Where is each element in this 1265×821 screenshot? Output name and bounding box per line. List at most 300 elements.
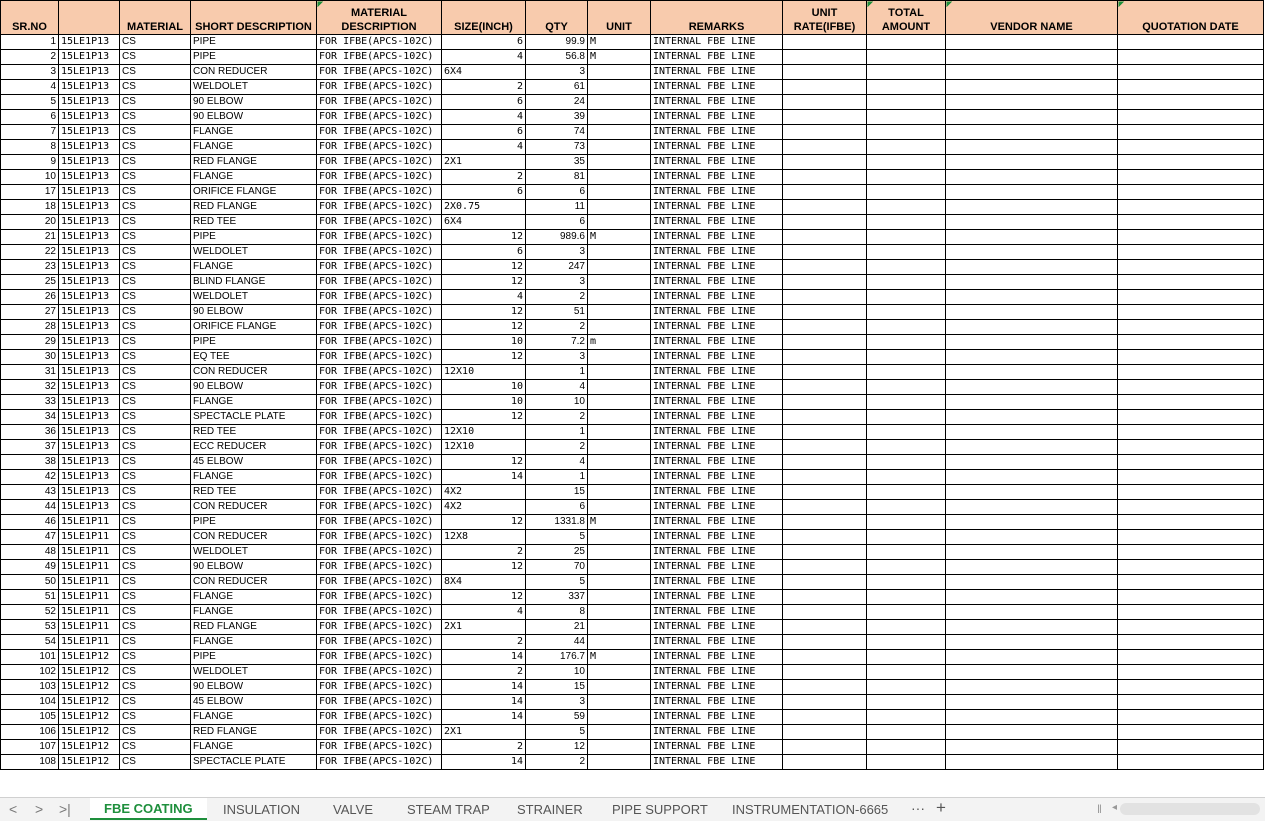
size-cell[interactable]: 4: [442, 50, 526, 65]
material-description-cell[interactable]: FOR IFBE(APCS-102C): [317, 740, 442, 755]
line-no-cell[interactable]: 15LE1P13: [59, 440, 120, 455]
header-unit-rate[interactable]: UNIT RATE(IFBE): [783, 1, 867, 35]
line-no-cell[interactable]: 15LE1P13: [59, 335, 120, 350]
unit-rate-cell[interactable]: [783, 395, 867, 410]
remarks-cell[interactable]: INTERNAL FBE LINE: [651, 245, 783, 260]
total-amount-cell[interactable]: [867, 350, 946, 365]
total-amount-cell[interactable]: [867, 155, 946, 170]
split-handle-icon[interactable]: ‖: [1097, 802, 1102, 816]
header-material[interactable]: MATERIAL: [120, 1, 191, 35]
unit-rate-cell[interactable]: [783, 350, 867, 365]
total-amount-cell[interactable]: [867, 200, 946, 215]
total-amount-cell[interactable]: [867, 425, 946, 440]
sr-no-cell[interactable]: 2: [1, 50, 59, 65]
quotation-date-cell[interactable]: [1118, 275, 1264, 290]
size-cell[interactable]: 12X10: [442, 365, 526, 380]
material-description-cell[interactable]: FOR IFBE(APCS-102C): [317, 305, 442, 320]
line-no-cell[interactable]: 15LE1P13: [59, 395, 120, 410]
header-remarks[interactable]: REMARKS: [651, 1, 783, 35]
quotation-date-cell[interactable]: [1118, 530, 1264, 545]
quotation-date-cell[interactable]: [1118, 575, 1264, 590]
size-cell[interactable]: 4: [442, 605, 526, 620]
unit-cell[interactable]: [588, 605, 651, 620]
unit-rate-cell[interactable]: [783, 140, 867, 155]
qty-cell[interactable]: 61: [526, 80, 588, 95]
unit-rate-cell[interactable]: [783, 650, 867, 665]
short-description-cell[interactable]: 90 ELBOW: [191, 380, 317, 395]
size-cell[interactable]: 14: [442, 695, 526, 710]
unit-rate-cell[interactable]: [783, 635, 867, 650]
short-description-cell[interactable]: FLANGE: [191, 740, 317, 755]
unit-rate-cell[interactable]: [783, 575, 867, 590]
sr-no-cell[interactable]: 37: [1, 440, 59, 455]
total-amount-cell[interactable]: [867, 410, 946, 425]
qty-cell[interactable]: 6: [526, 215, 588, 230]
size-cell[interactable]: 10: [442, 335, 526, 350]
size-cell[interactable]: 12X8: [442, 530, 526, 545]
quotation-date-cell[interactable]: [1118, 470, 1264, 485]
total-amount-cell[interactable]: [867, 545, 946, 560]
material-cell[interactable]: CS: [120, 605, 191, 620]
total-amount-cell[interactable]: [867, 560, 946, 575]
sr-no-cell[interactable]: 10: [1, 170, 59, 185]
short-description-cell[interactable]: WELDOLET: [191, 545, 317, 560]
sr-no-cell[interactable]: 105: [1, 710, 59, 725]
material-description-cell[interactable]: FOR IFBE(APCS-102C): [317, 725, 442, 740]
remarks-cell[interactable]: INTERNAL FBE LINE: [651, 275, 783, 290]
size-cell[interactable]: 6: [442, 35, 526, 50]
remarks-cell[interactable]: INTERNAL FBE LINE: [651, 740, 783, 755]
short-description-cell[interactable]: CON REDUCER: [191, 500, 317, 515]
unit-cell[interactable]: m: [588, 335, 651, 350]
total-amount-cell[interactable]: [867, 575, 946, 590]
header-size[interactable]: SIZE(INCH): [442, 1, 526, 35]
short-description-cell[interactable]: PIPE: [191, 515, 317, 530]
quotation-date-cell[interactable]: [1118, 125, 1264, 140]
short-description-cell[interactable]: RED FLANGE: [191, 620, 317, 635]
quotation-date-cell[interactable]: [1118, 680, 1264, 695]
unit-rate-cell[interactable]: [783, 200, 867, 215]
header-qty[interactable]: QTY: [526, 1, 588, 35]
remarks-cell[interactable]: INTERNAL FBE LINE: [651, 50, 783, 65]
material-description-cell[interactable]: FOR IFBE(APCS-102C): [317, 215, 442, 230]
quotation-date-cell[interactable]: [1118, 200, 1264, 215]
quotation-date-cell[interactable]: [1118, 140, 1264, 155]
sr-no-cell[interactable]: 21: [1, 230, 59, 245]
line-no-cell[interactable]: 15LE1P13: [59, 155, 120, 170]
size-cell[interactable]: 6: [442, 95, 526, 110]
size-cell[interactable]: 2: [442, 665, 526, 680]
total-amount-cell[interactable]: [867, 530, 946, 545]
qty-cell[interactable]: 2: [526, 440, 588, 455]
short-description-cell[interactable]: RED TEE: [191, 485, 317, 500]
total-amount-cell[interactable]: [867, 140, 946, 155]
quotation-date-cell[interactable]: [1118, 425, 1264, 440]
vendor-name-cell[interactable]: [946, 620, 1118, 635]
vendor-name-cell[interactable]: [946, 185, 1118, 200]
unit-cell[interactable]: [588, 710, 651, 725]
qty-cell[interactable]: 337: [526, 590, 588, 605]
line-no-cell[interactable]: 15LE1P12: [59, 755, 120, 770]
line-no-cell[interactable]: 15LE1P11: [59, 590, 120, 605]
line-no-cell[interactable]: 15LE1P13: [59, 200, 120, 215]
unit-cell[interactable]: [588, 695, 651, 710]
unit-cell[interactable]: [588, 260, 651, 275]
unit-cell[interactable]: [588, 110, 651, 125]
qty-cell[interactable]: 2: [526, 290, 588, 305]
qty-cell[interactable]: 59: [526, 710, 588, 725]
qty-cell[interactable]: 5: [526, 575, 588, 590]
material-description-cell[interactable]: FOR IFBE(APCS-102C): [317, 665, 442, 680]
sr-no-cell[interactable]: 4: [1, 80, 59, 95]
qty-cell[interactable]: 989.6: [526, 230, 588, 245]
header-quotation-date[interactable]: QUOTATION DATE: [1118, 1, 1264, 35]
total-amount-cell[interactable]: [867, 665, 946, 680]
material-cell[interactable]: CS: [120, 50, 191, 65]
line-no-cell[interactable]: 15LE1P13: [59, 170, 120, 185]
line-no-cell[interactable]: 15LE1P12: [59, 680, 120, 695]
material-description-cell[interactable]: FOR IFBE(APCS-102C): [317, 365, 442, 380]
line-no-cell[interactable]: 15LE1P13: [59, 320, 120, 335]
material-cell[interactable]: CS: [120, 335, 191, 350]
vendor-name-cell[interactable]: [946, 140, 1118, 155]
size-cell[interactable]: 10: [442, 395, 526, 410]
skip-to-last-icon[interactable]: >|: [59, 801, 71, 817]
vendor-name-cell[interactable]: [946, 500, 1118, 515]
vendor-name-cell[interactable]: [946, 755, 1118, 770]
vendor-name-cell[interactable]: [946, 530, 1118, 545]
line-no-cell[interactable]: 15LE1P13: [59, 80, 120, 95]
unit-cell[interactable]: [588, 665, 651, 680]
line-no-cell[interactable]: 15LE1P13: [59, 185, 120, 200]
material-description-cell[interactable]: FOR IFBE(APCS-102C): [317, 320, 442, 335]
unit-rate-cell[interactable]: [783, 50, 867, 65]
quotation-date-cell[interactable]: [1118, 305, 1264, 320]
material-description-cell[interactable]: FOR IFBE(APCS-102C): [317, 230, 442, 245]
qty-cell[interactable]: 3: [526, 65, 588, 80]
material-description-cell[interactable]: FOR IFBE(APCS-102C): [317, 80, 442, 95]
size-cell[interactable]: 12: [442, 275, 526, 290]
size-cell[interactable]: 2X1: [442, 725, 526, 740]
material-description-cell[interactable]: FOR IFBE(APCS-102C): [317, 500, 442, 515]
unit-rate-cell[interactable]: [783, 410, 867, 425]
size-cell[interactable]: 2: [442, 80, 526, 95]
qty-cell[interactable]: 12: [526, 740, 588, 755]
short-description-cell[interactable]: 90 ELBOW: [191, 560, 317, 575]
vendor-name-cell[interactable]: [946, 650, 1118, 665]
quotation-date-cell[interactable]: [1118, 725, 1264, 740]
unit-cell[interactable]: [588, 65, 651, 80]
vendor-name-cell[interactable]: [946, 425, 1118, 440]
total-amount-cell[interactable]: [867, 35, 946, 50]
remarks-cell[interactable]: INTERNAL FBE LINE: [651, 725, 783, 740]
vendor-name-cell[interactable]: [946, 260, 1118, 275]
vendor-name-cell[interactable]: [946, 515, 1118, 530]
material-description-cell[interactable]: FOR IFBE(APCS-102C): [317, 335, 442, 350]
line-no-cell[interactable]: 15LE1P11: [59, 575, 120, 590]
size-cell[interactable]: 14: [442, 470, 526, 485]
quotation-date-cell[interactable]: [1118, 440, 1264, 455]
unit-cell[interactable]: M: [588, 230, 651, 245]
material-description-cell[interactable]: FOR IFBE(APCS-102C): [317, 620, 442, 635]
unit-rate-cell[interactable]: [783, 545, 867, 560]
qty-cell[interactable]: 1331.8: [526, 515, 588, 530]
size-cell[interactable]: 12: [442, 260, 526, 275]
size-cell[interactable]: 12: [442, 350, 526, 365]
quotation-date-cell[interactable]: [1118, 320, 1264, 335]
total-amount-cell[interactable]: [867, 230, 946, 245]
unit-cell[interactable]: [588, 305, 651, 320]
unit-rate-cell[interactable]: [783, 560, 867, 575]
short-description-cell[interactable]: FLANGE: [191, 635, 317, 650]
quotation-date-cell[interactable]: [1118, 620, 1264, 635]
short-description-cell[interactable]: FLANGE: [191, 125, 317, 140]
qty-cell[interactable]: 11: [526, 200, 588, 215]
quotation-date-cell[interactable]: [1118, 185, 1264, 200]
sr-no-cell[interactable]: 106: [1, 725, 59, 740]
material-description-cell[interactable]: FOR IFBE(APCS-102C): [317, 515, 442, 530]
short-description-cell[interactable]: ORIFICE FLANGE: [191, 320, 317, 335]
header-line-no[interactable]: [59, 1, 120, 35]
vendor-name-cell[interactable]: [946, 50, 1118, 65]
quotation-date-cell[interactable]: [1118, 95, 1264, 110]
size-cell[interactable]: 4: [442, 290, 526, 305]
line-no-cell[interactable]: 15LE1P12: [59, 740, 120, 755]
short-description-cell[interactable]: RED FLANGE: [191, 725, 317, 740]
remarks-cell[interactable]: INTERNAL FBE LINE: [651, 230, 783, 245]
total-amount-cell[interactable]: [867, 680, 946, 695]
unit-rate-cell[interactable]: [783, 290, 867, 305]
vendor-name-cell[interactable]: [946, 725, 1118, 740]
size-cell[interactable]: 4X2: [442, 500, 526, 515]
material-description-cell[interactable]: FOR IFBE(APCS-102C): [317, 245, 442, 260]
line-no-cell[interactable]: 15LE1P13: [59, 470, 120, 485]
unit-cell[interactable]: [588, 200, 651, 215]
unit-cell[interactable]: [588, 560, 651, 575]
unit-rate-cell[interactable]: [783, 665, 867, 680]
unit-cell[interactable]: [588, 155, 651, 170]
line-no-cell[interactable]: 15LE1P13: [59, 365, 120, 380]
remarks-cell[interactable]: INTERNAL FBE LINE: [651, 35, 783, 50]
line-no-cell[interactable]: 15LE1P11: [59, 635, 120, 650]
unit-rate-cell[interactable]: [783, 245, 867, 260]
material-description-cell[interactable]: FOR IFBE(APCS-102C): [317, 410, 442, 425]
line-no-cell[interactable]: 15LE1P11: [59, 605, 120, 620]
material-cell[interactable]: CS: [120, 170, 191, 185]
unit-rate-cell[interactable]: [783, 65, 867, 80]
remarks-cell[interactable]: INTERNAL FBE LINE: [651, 125, 783, 140]
sr-no-cell[interactable]: 5: [1, 95, 59, 110]
total-amount-cell[interactable]: [867, 185, 946, 200]
remarks-cell[interactable]: INTERNAL FBE LINE: [651, 215, 783, 230]
remarks-cell[interactable]: INTERNAL FBE LINE: [651, 470, 783, 485]
vendor-name-cell[interactable]: [946, 575, 1118, 590]
vendor-name-cell[interactable]: [946, 455, 1118, 470]
size-cell[interactable]: 6: [442, 245, 526, 260]
total-amount-cell[interactable]: [867, 605, 946, 620]
sr-no-cell[interactable]: 17: [1, 185, 59, 200]
chevron-right-icon[interactable]: >: [35, 801, 44, 817]
remarks-cell[interactable]: INTERNAL FBE LINE: [651, 80, 783, 95]
material-cell[interactable]: CS: [120, 650, 191, 665]
unit-cell[interactable]: M: [588, 650, 651, 665]
remarks-cell[interactable]: INTERNAL FBE LINE: [651, 350, 783, 365]
material-cell[interactable]: CS: [120, 215, 191, 230]
vendor-name-cell[interactable]: [946, 320, 1118, 335]
qty-cell[interactable]: 1: [526, 425, 588, 440]
sr-no-cell[interactable]: 27: [1, 305, 59, 320]
unit-rate-cell[interactable]: [783, 740, 867, 755]
sr-no-cell[interactable]: 43: [1, 485, 59, 500]
short-description-cell[interactable]: 90 ELBOW: [191, 305, 317, 320]
total-amount-cell[interactable]: [867, 515, 946, 530]
material-description-cell[interactable]: FOR IFBE(APCS-102C): [317, 200, 442, 215]
material-description-cell[interactable]: FOR IFBE(APCS-102C): [317, 470, 442, 485]
remarks-cell[interactable]: INTERNAL FBE LINE: [651, 320, 783, 335]
line-no-cell[interactable]: 15LE1P12: [59, 665, 120, 680]
material-description-cell[interactable]: FOR IFBE(APCS-102C): [317, 125, 442, 140]
qty-cell[interactable]: 2: [526, 755, 588, 770]
quotation-date-cell[interactable]: [1118, 215, 1264, 230]
qty-cell[interactable]: 5: [526, 725, 588, 740]
qty-cell[interactable]: 99.9: [526, 35, 588, 50]
line-no-cell[interactable]: 15LE1P11: [59, 545, 120, 560]
total-amount-cell[interactable]: [867, 590, 946, 605]
qty-cell[interactable]: 3: [526, 275, 588, 290]
unit-rate-cell[interactable]: [783, 335, 867, 350]
chevron-left-icon[interactable]: <: [9, 801, 18, 817]
material-cell[interactable]: CS: [120, 260, 191, 275]
short-description-cell[interactable]: RED TEE: [191, 215, 317, 230]
unit-cell[interactable]: [588, 95, 651, 110]
qty-cell[interactable]: 7.2: [526, 335, 588, 350]
qty-cell[interactable]: 35: [526, 155, 588, 170]
material-cell[interactable]: CS: [120, 35, 191, 50]
size-cell[interactable]: 12: [442, 320, 526, 335]
vendor-name-cell[interactable]: [946, 95, 1118, 110]
total-amount-cell[interactable]: [867, 95, 946, 110]
total-amount-cell[interactable]: [867, 620, 946, 635]
sr-no-cell[interactable]: 28: [1, 320, 59, 335]
sr-no-cell[interactable]: 6: [1, 110, 59, 125]
short-description-cell[interactable]: BLIND FLANGE: [191, 275, 317, 290]
material-cell[interactable]: CS: [120, 245, 191, 260]
total-amount-cell[interactable]: [867, 50, 946, 65]
vendor-name-cell[interactable]: [946, 605, 1118, 620]
material-cell[interactable]: CS: [120, 80, 191, 95]
size-cell[interactable]: 6X4: [442, 65, 526, 80]
size-cell[interactable]: 8X4: [442, 575, 526, 590]
short-description-cell[interactable]: 90 ELBOW: [191, 110, 317, 125]
material-cell[interactable]: CS: [120, 470, 191, 485]
line-no-cell[interactable]: 15LE1P11: [59, 620, 120, 635]
material-cell[interactable]: CS: [120, 290, 191, 305]
sr-no-cell[interactable]: 103: [1, 680, 59, 695]
line-no-cell[interactable]: 15LE1P13: [59, 125, 120, 140]
short-description-cell[interactable]: FLANGE: [191, 710, 317, 725]
line-no-cell[interactable]: 15LE1P13: [59, 275, 120, 290]
line-no-cell[interactable]: 15LE1P13: [59, 215, 120, 230]
unit-cell[interactable]: [588, 620, 651, 635]
quotation-date-cell[interactable]: [1118, 365, 1264, 380]
total-amount-cell[interactable]: [867, 170, 946, 185]
remarks-cell[interactable]: INTERNAL FBE LINE: [651, 110, 783, 125]
qty-cell[interactable]: 81: [526, 170, 588, 185]
material-description-cell[interactable]: FOR IFBE(APCS-102C): [317, 575, 442, 590]
line-no-cell[interactable]: 15LE1P11: [59, 560, 120, 575]
remarks-cell[interactable]: INTERNAL FBE LINE: [651, 680, 783, 695]
material-cell[interactable]: CS: [120, 560, 191, 575]
material-cell[interactable]: CS: [120, 695, 191, 710]
qty-cell[interactable]: 1: [526, 470, 588, 485]
vendor-name-cell[interactable]: [946, 290, 1118, 305]
line-no-cell[interactable]: 15LE1P13: [59, 110, 120, 125]
total-amount-cell[interactable]: [867, 65, 946, 80]
line-no-cell[interactable]: 15LE1P13: [59, 50, 120, 65]
unit-cell[interactable]: [588, 365, 651, 380]
unit-cell[interactable]: [588, 470, 651, 485]
material-description-cell[interactable]: FOR IFBE(APCS-102C): [317, 545, 442, 560]
quotation-date-cell[interactable]: [1118, 110, 1264, 125]
line-no-cell[interactable]: 15LE1P13: [59, 65, 120, 80]
qty-cell[interactable]: 6: [526, 185, 588, 200]
unit-cell[interactable]: [588, 590, 651, 605]
unit-cell[interactable]: [588, 410, 651, 425]
remarks-cell[interactable]: INTERNAL FBE LINE: [651, 395, 783, 410]
line-no-cell[interactable]: 15LE1P13: [59, 350, 120, 365]
material-cell[interactable]: CS: [120, 110, 191, 125]
material-cell[interactable]: CS: [120, 635, 191, 650]
total-amount-cell[interactable]: [867, 395, 946, 410]
short-description-cell[interactable]: PIPE: [191, 35, 317, 50]
total-amount-cell[interactable]: [867, 290, 946, 305]
total-amount-cell[interactable]: [867, 215, 946, 230]
material-cell[interactable]: CS: [120, 380, 191, 395]
short-description-cell[interactable]: FLANGE: [191, 395, 317, 410]
vendor-name-cell[interactable]: [946, 380, 1118, 395]
remarks-cell[interactable]: INTERNAL FBE LINE: [651, 515, 783, 530]
vendor-name-cell[interactable]: [946, 335, 1118, 350]
line-no-cell[interactable]: 15LE1P13: [59, 380, 120, 395]
quotation-date-cell[interactable]: [1118, 380, 1264, 395]
total-amount-cell[interactable]: [867, 710, 946, 725]
size-cell[interactable]: 2X1: [442, 620, 526, 635]
material-description-cell[interactable]: FOR IFBE(APCS-102C): [317, 65, 442, 80]
vendor-name-cell[interactable]: [946, 695, 1118, 710]
horizontal-scrollbar[interactable]: [1120, 803, 1260, 815]
unit-rate-cell[interactable]: [783, 755, 867, 770]
tab-insulation[interactable]: INSULATION: [223, 802, 301, 817]
remarks-cell[interactable]: INTERNAL FBE LINE: [651, 455, 783, 470]
remarks-cell[interactable]: INTERNAL FBE LINE: [651, 365, 783, 380]
material-cell[interactable]: CS: [120, 395, 191, 410]
size-cell[interactable]: 12: [442, 515, 526, 530]
size-cell[interactable]: 12: [442, 455, 526, 470]
vendor-name-cell[interactable]: [946, 590, 1118, 605]
unit-cell[interactable]: [588, 440, 651, 455]
short-description-cell[interactable]: RED FLANGE: [191, 155, 317, 170]
sr-no-cell[interactable]: 102: [1, 665, 59, 680]
size-cell[interactable]: 4: [442, 110, 526, 125]
unit-cell[interactable]: M: [588, 35, 651, 50]
sr-no-cell[interactable]: 49: [1, 560, 59, 575]
quotation-date-cell[interactable]: [1118, 650, 1264, 665]
size-cell[interactable]: 2X1: [442, 155, 526, 170]
quotation-date-cell[interactable]: [1118, 515, 1264, 530]
material-cell[interactable]: CS: [120, 140, 191, 155]
add-sheet-icon[interactable]: +: [936, 798, 946, 817]
sr-no-cell[interactable]: 22: [1, 245, 59, 260]
